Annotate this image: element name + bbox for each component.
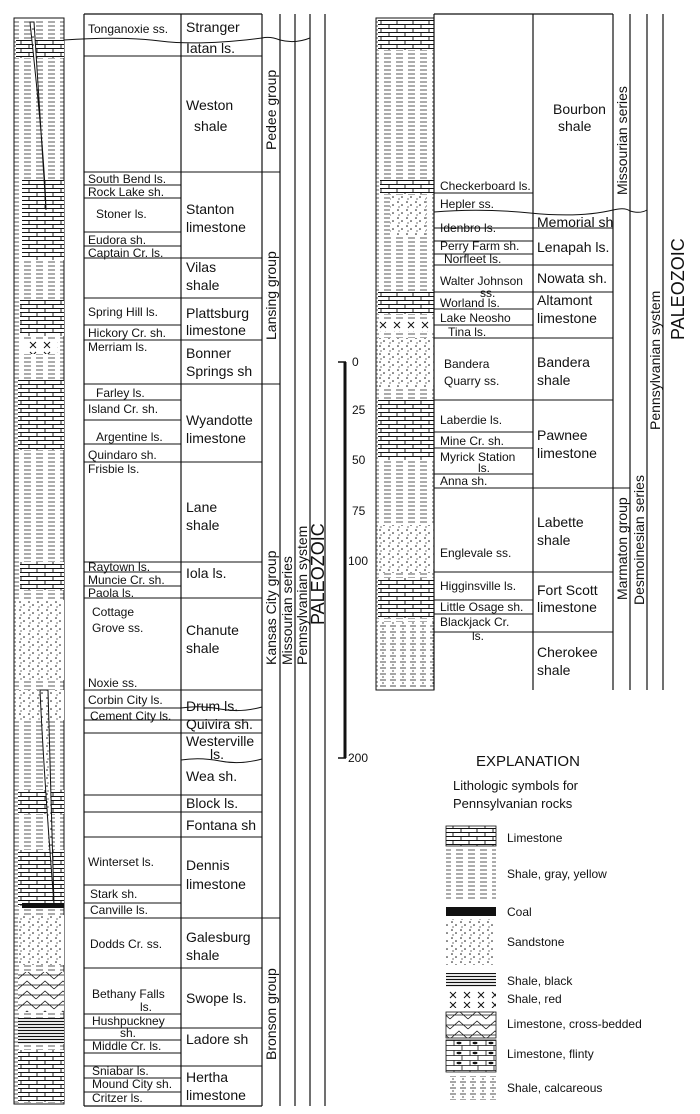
left-formation-labels bbox=[186, 19, 256, 1103]
member-label: Bethany Falls bbox=[92, 987, 165, 1001]
scale-tick-label: 100 bbox=[348, 554, 369, 568]
member-label: Sniabar ls. bbox=[92, 1064, 149, 1078]
right-limestone-band bbox=[380, 180, 434, 194]
right-formation-labels bbox=[537, 101, 613, 678]
member-label: Worland ls. bbox=[440, 296, 500, 310]
member-label: Higginsville ls. bbox=[440, 579, 517, 593]
member-label: South Bend ls. bbox=[88, 172, 167, 186]
formation-label: shale bbox=[537, 532, 571, 548]
member-label: Eudora sh. bbox=[88, 233, 147, 247]
formation-label: Chanute bbox=[186, 622, 239, 638]
flinty-limestone-symbol bbox=[446, 1040, 496, 1072]
member-label: Corbin City ls. bbox=[88, 693, 163, 707]
member-label: Hickory Cr. sh. bbox=[88, 326, 167, 340]
member-label: Noxie ss. bbox=[88, 676, 138, 690]
formation-label: Iola ls. bbox=[186, 565, 227, 581]
member-label: Paola ls. bbox=[88, 586, 135, 600]
formation-label: Memorial sh bbox=[537, 214, 614, 230]
scale-tick-label: 200 bbox=[348, 751, 369, 765]
formation-label: shale bbox=[186, 517, 220, 533]
shale-gray-symbol bbox=[446, 848, 496, 900]
right-limestone-band bbox=[378, 578, 434, 618]
legend-label: Limestone bbox=[507, 831, 563, 845]
formation-label: Pawnee bbox=[537, 427, 588, 443]
right-limestone-band bbox=[378, 20, 434, 50]
formation-label: shale bbox=[186, 277, 220, 293]
left-crossbedded-band bbox=[18, 972, 64, 1012]
right-red-shale-band bbox=[378, 320, 434, 332]
formation-label: Fontana sh bbox=[186, 817, 257, 833]
formation-label: Bonner bbox=[186, 345, 232, 361]
legend-label: Limestone, flinty bbox=[507, 1047, 594, 1061]
member-label: sh. bbox=[120, 1026, 137, 1040]
member-label: Hepler ss. bbox=[440, 197, 495, 211]
member-label: Cement City ls. bbox=[90, 709, 172, 723]
legend-label: Shale, calcareous bbox=[507, 1081, 603, 1095]
calcareous-shale-symbol bbox=[446, 1076, 496, 1100]
right-calcareous-shale-band bbox=[378, 622, 434, 688]
left-coal-band bbox=[22, 903, 64, 908]
black-shale-symbol bbox=[446, 973, 496, 987]
member-label: Norfleet ls. bbox=[444, 252, 502, 266]
left-limestone-band bbox=[16, 40, 64, 58]
member-label: Argentine ls. bbox=[96, 430, 163, 444]
formation-label: Iatan ls. bbox=[186, 40, 236, 56]
formation-label: limestone bbox=[537, 445, 597, 461]
member-label: Englevale ss. bbox=[440, 546, 512, 560]
formation-label: Galesburg bbox=[186, 929, 251, 945]
group-label-pedee: Pedee group bbox=[263, 69, 279, 150]
scale-tick-label: 75 bbox=[352, 504, 366, 518]
member-label: Checkerboard ls. bbox=[440, 179, 531, 193]
member-label: Laberdie ls. bbox=[440, 413, 503, 427]
left-lithology-column bbox=[14, 18, 64, 1104]
formation-label: limestone bbox=[537, 599, 597, 615]
member-label: ss. bbox=[480, 286, 496, 300]
scale-tick-label: 25 bbox=[352, 403, 366, 417]
formation-label: shale bbox=[537, 662, 571, 678]
coal-symbol bbox=[446, 907, 496, 916]
legend-label: Sandstone bbox=[507, 935, 565, 949]
formation-label: limestone bbox=[186, 219, 246, 235]
member-label: Walter Johnson bbox=[440, 274, 523, 288]
right-limestone-band bbox=[378, 400, 434, 460]
member-label: ls. bbox=[478, 461, 490, 475]
formation-label: Wea sh. bbox=[186, 768, 238, 784]
formation-label: shale bbox=[194, 118, 228, 134]
formation-label: Quivira sh. bbox=[186, 716, 253, 732]
member-label: Critzer ls. bbox=[92, 1091, 143, 1105]
formation-label: Vilas bbox=[186, 259, 217, 275]
left-sandstone-band bbox=[18, 915, 64, 965]
formation-label: Wyandotte bbox=[186, 412, 253, 428]
left-limestone-band bbox=[18, 790, 64, 814]
group-label-marmaton: Marmaton group bbox=[614, 497, 630, 600]
legend-swatch-column bbox=[446, 826, 496, 1100]
formation-label: Block ls. bbox=[186, 795, 239, 811]
member-label: Spring Hill ls. bbox=[88, 305, 159, 319]
right-member-labels bbox=[440, 179, 531, 643]
formation-label: Bourbon bbox=[553, 101, 606, 117]
member-label: Grove ss. bbox=[92, 621, 144, 635]
left-limestone-band bbox=[18, 850, 64, 906]
left-limestone-band bbox=[20, 300, 64, 336]
formation-label: Drum ls. bbox=[186, 698, 239, 714]
member-label: Stark sh. bbox=[90, 887, 138, 901]
legend-title: EXPLANATION bbox=[476, 753, 580, 770]
left-limestone-band bbox=[18, 380, 64, 450]
formation-label: shale bbox=[558, 118, 592, 134]
right-lithology-column bbox=[376, 18, 434, 690]
series-label: Missourian series bbox=[279, 556, 295, 665]
member-label: Rock Lake sh. bbox=[88, 185, 165, 199]
formation-label: Labette bbox=[537, 514, 584, 530]
formation-label: Dennis bbox=[186, 857, 230, 873]
member-label: Island Cr. sh. bbox=[88, 402, 159, 416]
left-member-labels bbox=[88, 22, 172, 1105]
left-black-shale-band bbox=[18, 1018, 64, 1044]
member-label: Anna sh. bbox=[440, 474, 488, 488]
series-label-desmoinesian: Desmoinesian series bbox=[631, 475, 647, 605]
member-label: Captain Cr. ls. bbox=[88, 246, 164, 260]
formation-label: Lane bbox=[186, 499, 218, 515]
right-sandstone-band bbox=[390, 196, 426, 236]
left-sandstone-band bbox=[16, 600, 64, 680]
legend-label: Shale, black bbox=[507, 974, 573, 988]
right-sandstone-band bbox=[378, 338, 434, 388]
formation-label: Springs sh bbox=[186, 363, 253, 379]
formation-label: shale bbox=[186, 640, 220, 656]
formation-label: Stanton bbox=[186, 201, 235, 217]
formation-label: Ladore sh bbox=[186, 1031, 249, 1047]
member-label: Perry Farm sh. bbox=[440, 239, 520, 253]
formation-label: Weston bbox=[186, 97, 234, 113]
member-label: Merriam ls. bbox=[88, 340, 148, 354]
member-label: Idenbro ls. bbox=[440, 221, 497, 235]
member-label: Mine Cr. sh. bbox=[440, 434, 505, 448]
member-label: Quarry ss. bbox=[444, 374, 500, 388]
group-label-bronson: Bronson group bbox=[263, 968, 279, 1060]
formation-label: shale bbox=[537, 372, 571, 388]
formation-label: Swope ls. bbox=[186, 990, 247, 1006]
member-label: Muncie Cr. sh. bbox=[88, 573, 165, 587]
legend-subtitle: Lithologic symbols for bbox=[453, 778, 578, 793]
formation-label: Westerville bbox=[186, 733, 255, 749]
group-label-kansas-city: Kansas City group bbox=[263, 550, 279, 665]
formation-label: Lenapah ls. bbox=[537, 239, 610, 255]
member-label: Cottage bbox=[92, 605, 135, 619]
member-label: Frisbie ls. bbox=[88, 462, 140, 476]
formation-label: Plattsburg bbox=[186, 305, 250, 321]
member-label: Dodds Cr. ss. bbox=[90, 937, 163, 951]
formation-label: limestone bbox=[186, 322, 246, 338]
member-label: Tina ls. bbox=[448, 325, 487, 339]
series-label-missourian: Missourian series bbox=[614, 86, 630, 195]
member-label: Little Osage sh. bbox=[440, 600, 524, 614]
member-label: Winterset ls. bbox=[88, 855, 155, 869]
right-limestone-band bbox=[378, 292, 434, 314]
legend-label: Shale, red bbox=[507, 992, 562, 1006]
formation-label: ls. bbox=[210, 746, 224, 762]
member-label: Canville ls. bbox=[90, 903, 149, 917]
formation-label: limestone bbox=[186, 1087, 246, 1103]
scale-tick-label: 0 bbox=[352, 355, 359, 369]
system-label: Pennsylvanian system bbox=[647, 290, 663, 430]
formation-label: Hertha bbox=[186, 1069, 229, 1085]
legend-subtitle: Pennsylvanian rocks bbox=[453, 796, 573, 811]
member-label: Mound City sh. bbox=[92, 1077, 173, 1091]
scale-tick-label: 50 bbox=[352, 453, 366, 467]
formation-label: Nowata sh. bbox=[537, 270, 608, 286]
legend bbox=[446, 753, 642, 1100]
era-label: PALEOZOIC bbox=[308, 523, 328, 625]
sandstone-symbol bbox=[446, 919, 496, 965]
left-limestone-band bbox=[22, 180, 64, 260]
era-label: PALEOZOIC bbox=[668, 238, 688, 340]
member-label: Middle Cr. ls. bbox=[92, 1039, 162, 1053]
left-red-shale-band bbox=[24, 340, 58, 354]
vertical-scale bbox=[338, 355, 368, 765]
formation-label: limestone bbox=[186, 876, 246, 892]
member-label: Bandera bbox=[444, 357, 490, 371]
legend-label: Shale, gray, yellow bbox=[507, 867, 607, 881]
left-limestone-band bbox=[20, 562, 64, 590]
member-label: ls. bbox=[472, 629, 484, 643]
formation-label: Altamont bbox=[537, 292, 593, 308]
formation-label: Fort Scott bbox=[537, 582, 598, 598]
limestone-symbol bbox=[446, 826, 496, 846]
right-sandstone-band bbox=[378, 525, 434, 573]
formation-label: Stranger bbox=[186, 19, 240, 35]
member-label: Lake Neosho bbox=[440, 311, 511, 325]
member-label: Raytown ls. bbox=[88, 560, 151, 574]
member-label: Farley ls. bbox=[96, 386, 145, 400]
formation-label: shale bbox=[186, 947, 220, 963]
formation-label: limestone bbox=[186, 430, 246, 446]
red-shale-symbol bbox=[446, 990, 496, 1008]
formation-label: Cherokee bbox=[537, 644, 598, 660]
member-label: ls. bbox=[140, 1000, 152, 1014]
left-limestone-band bbox=[18, 1050, 64, 1102]
right-rotated-labels bbox=[614, 86, 688, 605]
formation-label: Bandera bbox=[537, 354, 590, 370]
member-label: Myrick Station bbox=[440, 450, 516, 464]
legend-label: Coal bbox=[507, 905, 532, 919]
legend-label: Limestone, cross-bedded bbox=[507, 1017, 642, 1031]
member-label: Blackjack Cr. bbox=[440, 615, 510, 629]
crossbedded-limestone-symbol bbox=[446, 1012, 496, 1038]
member-label: Hushpuckney bbox=[92, 1014, 165, 1028]
system-label: Pennsylvanian system bbox=[294, 525, 310, 665]
group-label-lansing: Lansing group bbox=[263, 251, 279, 340]
member-label: Quindaro sh. bbox=[88, 448, 157, 462]
member-label: Stoner ls. bbox=[96, 207, 147, 221]
member-label: Tonganoxie ss. bbox=[88, 22, 169, 36]
formation-label: limestone bbox=[537, 310, 597, 326]
